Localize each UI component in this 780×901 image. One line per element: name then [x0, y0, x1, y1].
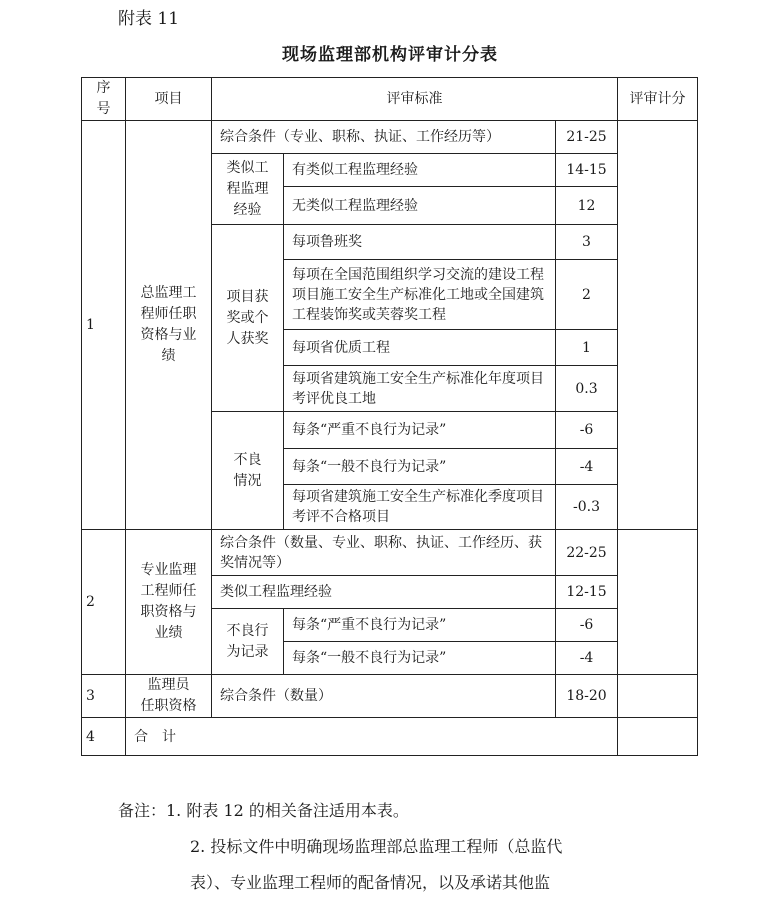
criterion-text: 每项在全国范围组织学习交流的建设工程项目施工安全生产标准化工地或全国建筑工程装饰奖或芙蓉奖工程 — [284, 260, 556, 330]
criterion-value: 18-20 — [556, 675, 618, 718]
seq-cell: 2 — [82, 530, 126, 675]
seq-cell: 3 — [82, 675, 126, 718]
criterion-text: 综合条件（数量） — [212, 675, 556, 718]
criterion-value: -0.3 — [556, 485, 618, 530]
criterion-text: 无类似工程监理经验 — [284, 187, 556, 225]
criterion-value: 21-25 — [556, 121, 618, 154]
criterion-value: 1 — [556, 330, 618, 366]
criterion-value: -6 — [556, 609, 618, 642]
score-cell[interactable] — [618, 530, 698, 675]
criterion-value: -4 — [556, 642, 618, 675]
criterion-text: 每条“严重不良行为记录” — [284, 412, 556, 449]
criterion-value: 0.3 — [556, 366, 618, 412]
note-line: 表）、专业监理工程师的配备情况，以及承诺其他监 — [190, 873, 551, 892]
table-row — [82, 675, 698, 718]
appendix-label: 附表 11 — [118, 9, 180, 29]
seq-cell: 1 — [82, 121, 126, 530]
criterion-value: 12-15 — [556, 576, 618, 609]
criterion-text: 综合条件（专业、职称、执证、工作经历等） — [212, 121, 556, 154]
total-label: 合 计 — [126, 718, 618, 756]
table-row — [82, 121, 698, 154]
score-cell[interactable] — [618, 675, 698, 718]
criterion-value: 3 — [556, 225, 618, 260]
total-score-cell[interactable] — [618, 718, 698, 756]
evaluation-table — [81, 77, 698, 756]
notes — [118, 793, 678, 901]
criterion-value: 22-25 — [556, 530, 618, 576]
criterion-value: 14-15 — [556, 154, 618, 187]
criterion-text: 每条“一般不良行为记录” — [284, 449, 556, 485]
criterion-text: 每条“一般不良行为记录” — [284, 642, 556, 675]
criterion-value: -4 — [556, 449, 618, 485]
seq-cell: 4 — [82, 718, 126, 756]
criterion-text: 每项省优质工程 — [284, 330, 556, 366]
item-cell: 监理员 任职资格 — [126, 675, 212, 718]
subgroup-label: 项目获 奖或个 人获奖 — [212, 225, 284, 412]
header-seq: 序 号 — [82, 78, 126, 121]
criterion-text: 每条“严重不良行为记录” — [284, 609, 556, 642]
criterion-text: 类似工程监理经验 — [212, 576, 556, 609]
criterion-value: 12 — [556, 187, 618, 225]
subgroup-label: 不良 情况 — [212, 412, 284, 530]
criterion-text: 综合条件（数量、专业、职称、执证、工作经历、获奖情况等） — [212, 530, 556, 576]
subgroup-label: 类似工 程监理 经验 — [212, 154, 284, 225]
criterion-text: 每项鲁班奖 — [284, 225, 556, 260]
criterion-value: 2 — [556, 260, 618, 330]
table-row — [82, 530, 698, 576]
total-row — [82, 718, 698, 756]
table-title: 现场监理部机构评审计分表 — [282, 45, 498, 65]
item-cell: 专业监理 工程师任 职资格与 业绩 — [126, 530, 212, 675]
criterion-text: 每项省建筑施工安全生产标准化季度项目考评不合格项目 — [284, 485, 556, 530]
header-score: 评审计分 — [618, 78, 698, 121]
note-line: 备注：1. 附表 12 的相关备注适用本表。 — [118, 801, 409, 820]
note-line: 2. 投标文件中明确现场监理部总监理工程师（总监代 — [190, 837, 563, 856]
header-item: 项目 — [126, 78, 212, 121]
item-cell: 总监理工 程师任职 资格与业 绩 — [126, 121, 212, 530]
criterion-value: -6 — [556, 412, 618, 449]
criterion-text: 有类似工程监理经验 — [284, 154, 556, 187]
header-criteria: 评审标准 — [212, 78, 618, 121]
subgroup-label: 不良行 为记录 — [212, 609, 284, 675]
header-row — [82, 78, 698, 121]
score-cell[interactable] — [618, 121, 698, 530]
criterion-text: 每项省建筑施工安全生产标准化年度项目考评优良工地 — [284, 366, 556, 412]
